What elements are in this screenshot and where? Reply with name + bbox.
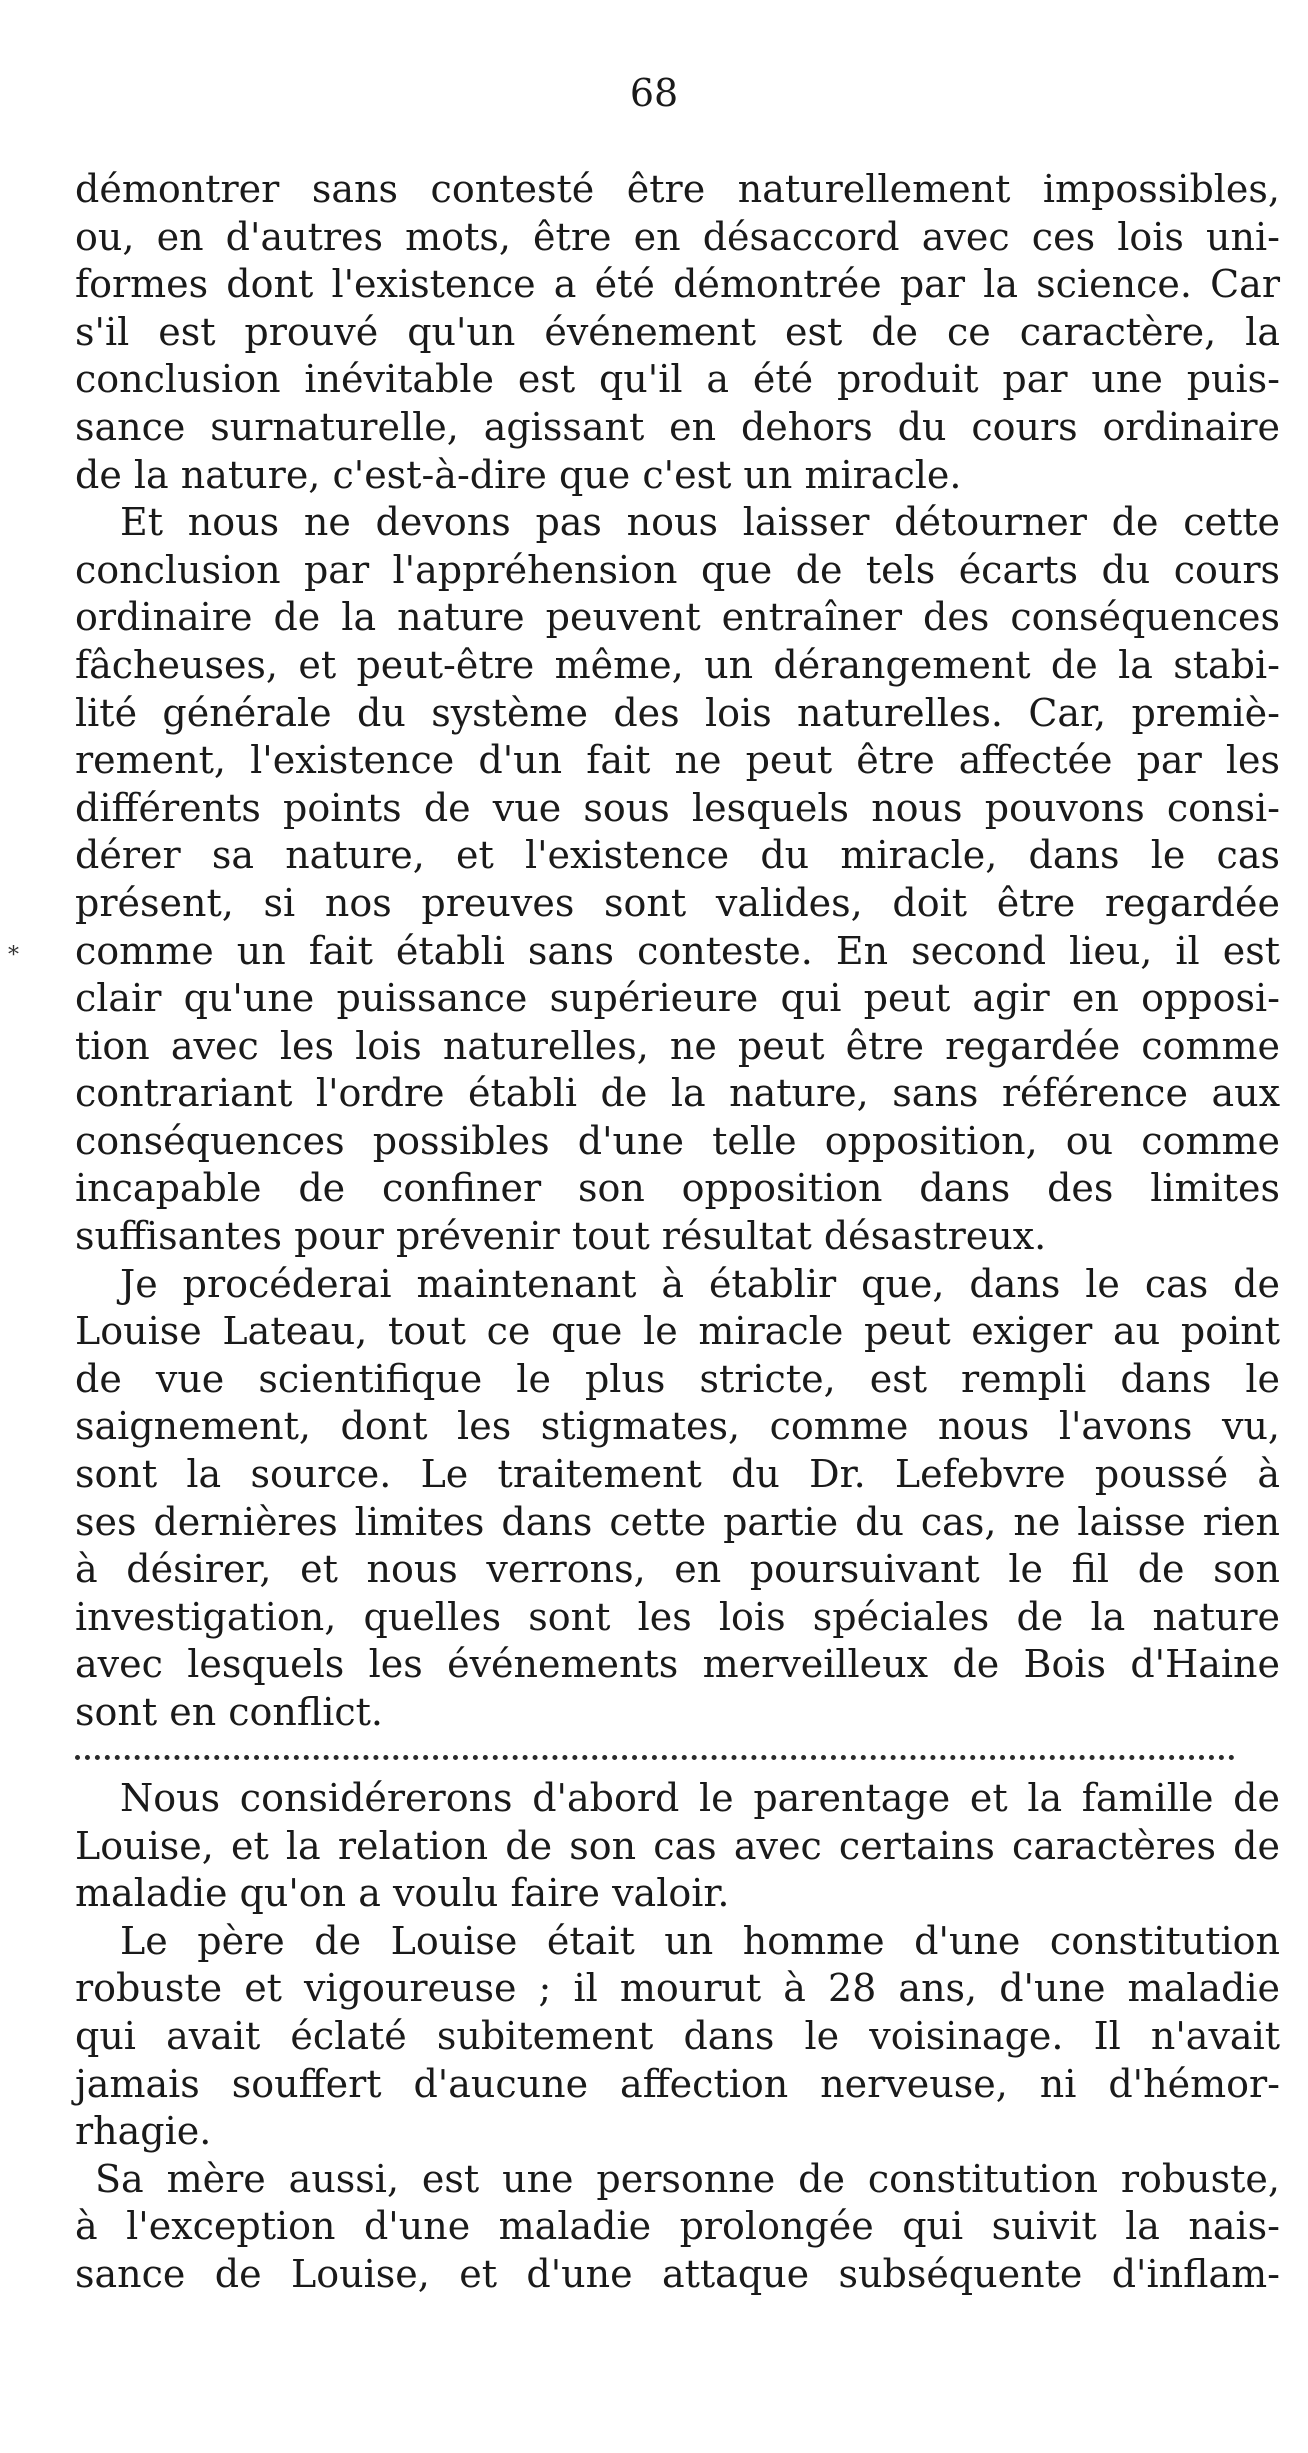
text-line: ses dernières limites dans cette partie du cas, ne laisse rien bbox=[75, 1499, 1280, 1544]
text-line: investigation, quelles sont les lois spéciales de la nature bbox=[75, 1594, 1280, 1639]
text-block-continued bbox=[75, 1775, 1280, 2299]
text-line: sont en conflict. bbox=[75, 1690, 384, 1734]
text-line: de vue scientifique le plus stricte, est rempli dans le bbox=[75, 1356, 1280, 1401]
text-line: lité générale du système des lois naturelles. Car, premiè- bbox=[75, 690, 1280, 735]
text-line: Le père de Louise était un homme d'une constitution bbox=[120, 1918, 1280, 1963]
text-line: à désirer, et nous verrons, en poursuivant le fil de son bbox=[75, 1547, 1280, 1592]
text-line: ou, en d'autres mots, être en désaccord avec ces lois uni- bbox=[75, 214, 1280, 259]
text-line: à l'exception d'une maladie prolongée qui suivit la nais- bbox=[75, 2204, 1280, 2249]
text-line: de la nature, c'est-à-dire que c'est un miracle. bbox=[75, 452, 962, 497]
text-line: contrariant l'ordre établi de la nature, sans référence aux bbox=[75, 1071, 1280, 1116]
text-line: démontrer sans contesté être naturellement impossibles, bbox=[75, 167, 1280, 211]
text-line: ordinaire de la nature peuvent entraîner des conséquences bbox=[75, 595, 1280, 640]
text-line: qui avait éclaté subitement dans le voisinage. Il n'avait bbox=[75, 2013, 1280, 2058]
text-line: Et nous ne devons pas nous laisser détourner de cette bbox=[120, 500, 1280, 545]
text-line: clair qu'une puissance supérieure qui peut agir en opposi- bbox=[75, 976, 1280, 1021]
text-line: comme un fait établi sans conteste. En second lieu, il est bbox=[75, 928, 1280, 973]
text-line: robuste et vigoureuse ; il mourut à 28 ans, d'une maladie bbox=[75, 1966, 1280, 2011]
margin-mark: * bbox=[8, 943, 19, 968]
text-line: suffisantes pour prévenir tout résultat désastreux. bbox=[75, 1214, 1047, 1259]
text-line: saignement, dont les stigmates, comme nous l'avons vu, bbox=[75, 1404, 1280, 1449]
text-line: conséquences possibles d'une telle opposition, ou comme bbox=[75, 1118, 1280, 1163]
text-block-main bbox=[75, 166, 1280, 1737]
text-line: fâcheuses, et peut-être même, un dérangement de la stabi- bbox=[75, 642, 1280, 687]
text-line: incapable de confiner son opposition dans des limites bbox=[75, 1166, 1280, 1211]
text-line: Nous considérerons d'abord le parentage et la famille de bbox=[120, 1776, 1280, 1820]
text-line: sance surnaturelle, agissant en dehors du cours ordinaire bbox=[75, 404, 1280, 449]
text-line: Sa mère aussi, est une personne de constitution robuste, bbox=[95, 2156, 1280, 2201]
text-line: avec lesquels les événements merveilleux de Bois d'Haine bbox=[75, 1642, 1280, 1687]
text-line: maladie qu'on a voulu faire valoir. bbox=[75, 1871, 730, 1916]
text-line: jamais souffert d'aucune affection nerveuse, ni d'hémor- bbox=[75, 2061, 1280, 2106]
text-line: rement, l'existence d'un fait ne peut être affectée par les bbox=[75, 738, 1280, 783]
text-line: Je procéderai maintenant à établir que, dans le cas de bbox=[120, 1261, 1280, 1306]
text-line: dérer sa nature, et l'existence du miracle, dans le cas bbox=[75, 833, 1280, 878]
text-line: différents points de vue sous lesquels nous pouvons consi- bbox=[75, 785, 1280, 830]
text-line: sance de Louise, et d'une attaque subséquente d'inflam- bbox=[75, 2251, 1280, 2296]
text-line: Louise Lateau, tout ce que le miracle peut exiger au point bbox=[75, 1309, 1280, 1354]
text-line: s'il est prouvé qu'un événement est de ce caractère, la bbox=[75, 309, 1280, 354]
dotted-separator bbox=[75, 1755, 1235, 1760]
text-line: formes dont l'existence a été démontrée par la science. Car bbox=[75, 262, 1280, 307]
text-line: conclusion inévitable est qu'il a été produit par une puis- bbox=[75, 357, 1280, 402]
text-line: conclusion par l'appréhension que de tels écarts du cours bbox=[75, 547, 1280, 592]
text-line: tion avec les lois naturelles, ne peut être regardée comme bbox=[75, 1023, 1280, 1068]
text-line: Louise, et la relation de son cas avec certains caractères de bbox=[75, 1823, 1280, 1868]
text-line: rhagie. bbox=[75, 2109, 212, 2154]
text-line: présent, si nos preuves sont valides, doit être regardée bbox=[75, 880, 1280, 925]
text-line: sont la source. Le traitement du Dr. Lefebvre poussé à bbox=[75, 1452, 1280, 1497]
page-number: 68 bbox=[629, 71, 679, 115]
